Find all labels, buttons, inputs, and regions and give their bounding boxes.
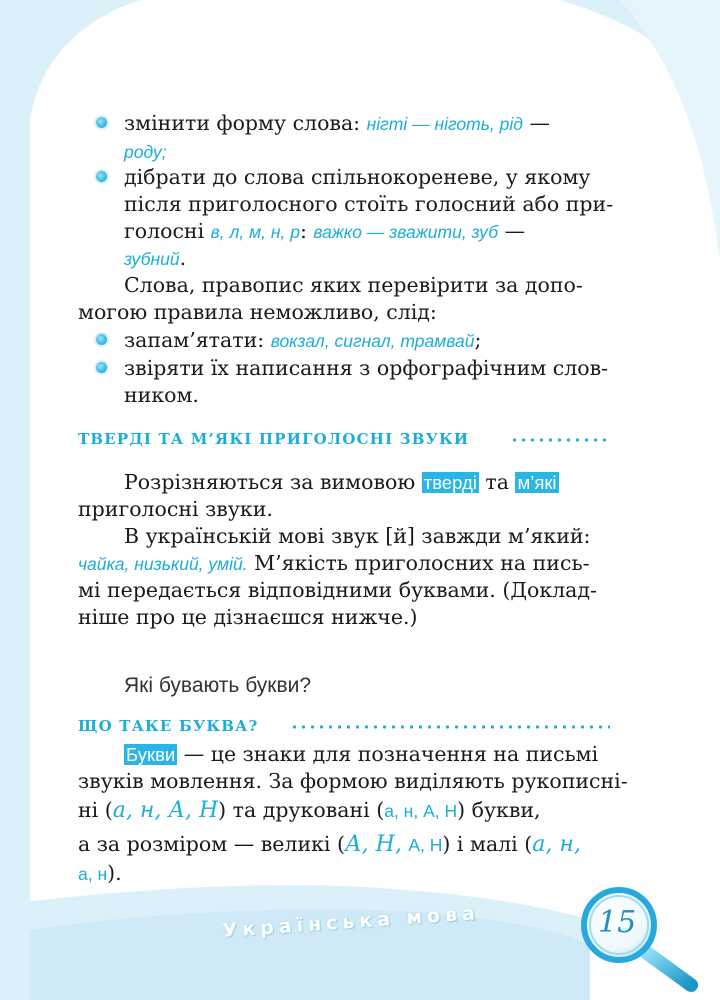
term-highlight: тверді <box>423 472 477 493</box>
bullet-icon <box>96 334 107 345</box>
text-line: мі передається відповідними буквами. (Доклад- <box>78 578 597 602</box>
text-line: голосні в, л, м, н, р: важко — зважити, зуб — <box>124 219 526 243</box>
section-heading: ЩО ТАКЕ БУКВА? <box>78 717 259 735</box>
text-line: ніше про це дізнаєшся нижче.) <box>78 605 418 629</box>
magnifier-icon <box>575 885 710 997</box>
text-line: ні (а, н, А, Н) та друковані (а, н, А, Н) букви, <box>78 798 541 823</box>
text-line: приголосні звуки. <box>78 497 273 521</box>
text-line: зубний. <box>124 246 187 270</box>
text-line: а, н). <box>78 861 122 885</box>
text-line: змінити форму слова: нігті — ніготь, рід — <box>124 111 550 135</box>
text-line: Слова, правопис яких перевірити за допо- <box>124 273 583 297</box>
text-line: звіряти їх написання з орфографічним слов- <box>124 356 609 380</box>
text-line: Розрізняються за вимовою тверді та м’які <box>124 470 557 494</box>
text-line: запам’ятати: вокзал, сигнал, трамвай; <box>124 328 482 352</box>
text-line: могою правила неможливо, слід: <box>78 300 437 324</box>
footer-subject-title: Українська мова <box>222 902 481 942</box>
handwritten-letters: а, н, А, Н <box>112 798 219 823</box>
text-line: ником. <box>124 383 199 407</box>
handwritten-letters: а, н, <box>532 832 581 857</box>
dotted-rule <box>510 438 610 442</box>
bullet-icon <box>96 171 107 182</box>
text-line: дібрати до слова спільнокореневе, у якому <box>124 165 591 189</box>
text-line: роду; <box>124 142 167 162</box>
text-line: Букви — це знаки для позначення на письмі <box>126 742 599 766</box>
page-number: 15 <box>598 905 637 940</box>
term-highlight: м’які <box>517 472 557 493</box>
bullet-icon <box>96 362 107 373</box>
text-line: чайка, низький, умій. М’якість приголосних на пись- <box>78 551 590 575</box>
dotted-rule <box>290 725 610 729</box>
question-text: Які бувають букви? <box>124 674 312 697</box>
text-line: після приголосного стоїть голосний або при- <box>124 192 614 216</box>
text-line: В українській мові звук [й] завжди м’який: <box>124 524 591 548</box>
text-line: звуків мовлення. За формою виділяють рукописні- <box>78 769 628 793</box>
term-highlight: Букви <box>126 744 176 765</box>
text-line: а за розміром — великі (А, Н, А, Н) і малі (а, н, <box>78 832 581 857</box>
bullet-icon <box>96 117 107 128</box>
section-heading: ТВЕРДІ ТА М’ЯКІ ПРИГОЛОСНІ ЗВУКИ <box>78 430 470 448</box>
handwritten-letters: А, Н, <box>345 832 402 857</box>
